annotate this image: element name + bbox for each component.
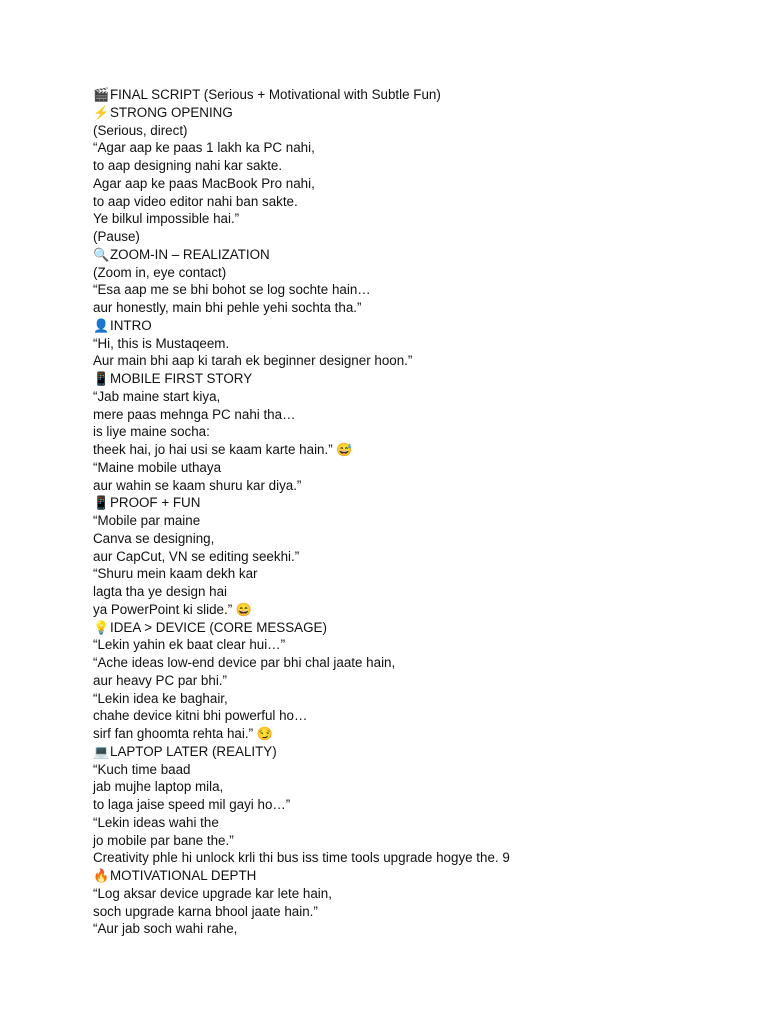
line-text: ZOOM-IN – REALIZATION: [110, 246, 270, 262]
laptop-icon: 💻: [93, 743, 110, 759]
script-line: [93, 636, 733, 654]
script-line: [93, 672, 733, 690]
section-heading: [93, 370, 733, 388]
script-line: [93, 565, 733, 583]
line-text: soch upgrade karna bhool jaate hain.”: [93, 903, 318, 919]
line-text: theek hai, jo hai usi se kaam karte hain.”: [93, 442, 333, 457]
script-line: [93, 583, 733, 601]
line-text: lagta tha ye design hai: [93, 584, 228, 599]
line-text: “Maine mobile uthaya: [93, 459, 222, 475]
line-text: Canva se designing,: [93, 530, 215, 546]
emoji-icon: 😄: [235, 601, 253, 617]
section-heading: [93, 86, 733, 104]
line-text: mere paas mehnga PC nahi tha…: [93, 406, 296, 422]
line-text: (Serious, direct): [93, 122, 188, 138]
line-text: Agar aap ke paas MacBook Pro nahi,: [93, 175, 315, 191]
section-heading: [93, 104, 733, 122]
line-text: is liye maine socha:: [93, 424, 210, 440]
script-line: [93, 796, 733, 814]
script-line: [93, 707, 733, 725]
script-line: [93, 832, 733, 850]
line-text: “Log aksar device upgrade kar lete hain,: [93, 885, 332, 901]
line-text: Creativity phle hi unlock krli thi bus iss time tools upgrade hogye the. 9: [93, 850, 510, 866]
emoji-icon: 😏: [256, 726, 273, 741]
script-line: [93, 264, 733, 282]
fire-icon: 🔥: [93, 868, 110, 883]
script-line: [93, 299, 733, 317]
line-text: (Pause): [93, 229, 140, 244]
line-text: Ye bilkul impossible hai.”: [93, 211, 240, 227]
line-text: “Lekin ideas wahi the: [93, 814, 219, 830]
script-line: [93, 157, 733, 175]
script-line: [93, 175, 733, 193]
script-line: [93, 512, 733, 530]
script-line: [93, 441, 733, 459]
script-line: [93, 388, 733, 406]
light-bulb-icon: 💡: [93, 619, 110, 635]
line-text: “Shuru mein kaam dekh kar: [93, 566, 258, 582]
line-text: “Hi, this is Mustaqeem.: [93, 335, 230, 351]
line-text: IDEA > DEVICE (CORE MESSAGE): [110, 619, 327, 635]
line-text: “Lekin idea ke baghair,: [93, 690, 228, 706]
line-text: “Lekin yahin ek baat clear hui…”: [93, 637, 286, 653]
script-line: [93, 690, 733, 708]
script-line: [93, 778, 733, 796]
script-line: [93, 654, 733, 672]
line-text: to aap designing nahi kar sakte.: [93, 158, 283, 173]
line-text: INTRO: [110, 317, 152, 333]
clapper-board-icon: 🎬: [93, 87, 110, 102]
line-text: jab mujhe laptop mila,: [93, 779, 224, 795]
script-line: [93, 477, 733, 495]
section-heading: [93, 246, 733, 264]
line-text: sirf fan ghoomta rehta hai.”: [93, 726, 254, 741]
line-text: STRONG OPENING: [110, 104, 233, 120]
line-text: “Agar aap ke paas 1 lakh ka PC nahi,: [93, 140, 315, 156]
line-text: FINAL SCRIPT (Serious + Motivational with Subtle Fun): [110, 87, 441, 102]
line-text: MOTIVATIONAL DEPTH: [110, 868, 257, 883]
script-line: [93, 352, 733, 370]
lightning-icon: ⚡: [93, 104, 110, 120]
script-line: [93, 406, 733, 424]
line-text: to laga jaise speed mil gayi ho…”: [93, 797, 291, 812]
script-line: [93, 335, 733, 353]
magnifier-icon: 🔍: [93, 246, 110, 262]
script-line: [93, 903, 733, 921]
emoji-icon: 😅: [336, 442, 353, 457]
line-text: (Zoom in, eye contact): [93, 264, 227, 280]
script-line: [93, 814, 733, 832]
line-text: “Ache ideas low-end device par bhi chal jaate hain,: [93, 655, 396, 670]
script-line: [93, 849, 733, 867]
line-text: Aur main bhi aap ki tarah ek beginner designer hoon.”: [93, 353, 413, 369]
line-text: MOBILE FIRST STORY: [110, 371, 253, 386]
person-icon: 👤: [93, 317, 110, 333]
line-text: aur heavy PC par bhi.”: [93, 672, 227, 688]
section-heading: [93, 494, 733, 512]
script-line: [93, 548, 733, 566]
line-text: “Kuch time baad: [93, 761, 191, 777]
line-text: ya PowerPoint ki slide.”: [93, 601, 233, 617]
line-text: LAPTOP LATER (REALITY): [110, 743, 277, 759]
line-text: aur wahin se kaam shuru kar diya.”: [93, 477, 302, 493]
line-text: jo mobile par bane the.”: [93, 832, 234, 848]
script-line: [93, 210, 733, 228]
script-line: [93, 885, 733, 903]
mobile-phone-icon: 📱: [93, 371, 110, 386]
line-text: “Mobile par maine: [93, 513, 201, 528]
section-heading: [93, 619, 733, 637]
script-line: [93, 601, 733, 619]
script-line: [93, 423, 733, 441]
script-line: [93, 228, 733, 246]
line-text: chahe device kitni bhi powerful ho…: [93, 708, 308, 724]
section-heading: [93, 317, 733, 335]
mobile-phone-icon: 📱: [93, 495, 110, 511]
line-text: “Esa aap me se bhi bohot se log sochte hain…: [93, 282, 371, 298]
line-text: to aap video editor nahi ban sakte.: [93, 193, 298, 209]
line-text: aur honestly, main bhi pehle yehi sochta tha.”: [93, 300, 362, 315]
script-line: [93, 725, 733, 743]
script-line: [93, 122, 733, 140]
script-line: [93, 459, 733, 477]
script-line: [93, 920, 733, 938]
script-line: [93, 193, 733, 211]
line-text: PROOF + FUN: [110, 495, 201, 511]
script-line: [93, 530, 733, 548]
document-page: [93, 86, 733, 938]
section-heading: [93, 743, 733, 761]
section-heading: [93, 867, 733, 885]
line-text: “Aur jab soch wahi rahe,: [93, 921, 238, 937]
script-line: [93, 281, 733, 299]
script-line: [93, 139, 733, 157]
line-text: aur CapCut, VN se editing seekhi.”: [93, 548, 300, 564]
line-text: “Jab maine start kiya,: [93, 388, 221, 404]
script-line: [93, 761, 733, 779]
